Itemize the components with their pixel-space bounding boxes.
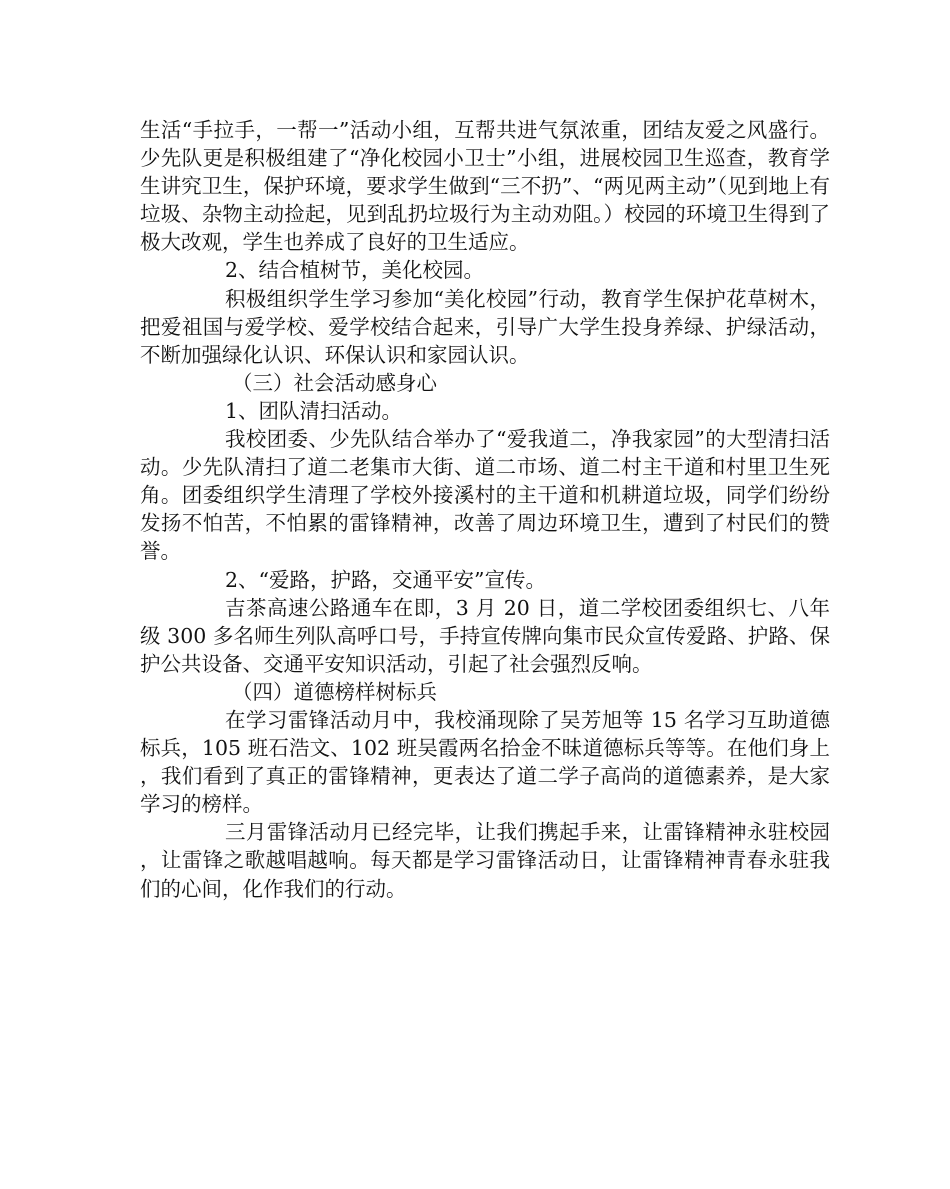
paragraph-beautify-campus: 积极组织学生学习参加“美化校园”行动，教育学生保护花草树木，把爱祖国与爱学校、爱学校结合起来，引导广大学生投身养绿、护绿活动，不断加强绿化认识、环保认识和家园认识。 xyxy=(140,286,830,367)
paragraph-cleanup-activity: 我校团委、少先队结合举办了“爱我道二，净我家园”的大型清扫活动。少先队清扫了道二老集市大街、道二市场、道二村主干道和村里卫生死角。团委组织学生清理了学校外接溪村的主干道和机耕道垃圾，同学们纷纷发扬不怕苦，不怕累的雷锋精神，改善了周边环境卫生，遭到了村民们的赞誉。 xyxy=(140,427,830,564)
document-body xyxy=(140,116,830,903)
item-arbor-day-heading: 2、结合植树节，美化校园。 xyxy=(225,258,485,283)
item-road-safety-heading: 2、“爱路，护路，交通平安”宣传。 xyxy=(225,567,547,592)
paragraph-hygiene-campaign: 生活“手拉手，一帮一”活动小组，互帮共进气氛浓重，团结友爱之风盛行。少先队更是积极组建了“净化校园小卫士”小组，进展校园卫生巡查，教育学生讲究卫生，保护环境，要求学生做到“三不扔”、“两见两主动”（见到地上有垃圾、杂物主动捡起，见到乱扔垃圾行为主动劝阻。）校园的环境卫生得到了极大改观，学生也养成了良好的卫生适应。 xyxy=(140,118,830,255)
paragraph-conclusion: 三月雷锋活动月已经完毕，让我们携起手来，让雷锋精神永驻校园，让雷锋之歌越唱越响。每天都是学习雷锋活动日，让雷锋精神青春永驻我们的心间，化作我们的行动。 xyxy=(140,820,830,901)
item-cleanup-heading: 1、团队清扫活动。 xyxy=(225,398,403,423)
section-heading-moral-models: （四）道德榜样树标兵 xyxy=(232,679,437,704)
paragraph-road-safety: 吉茶高速公路通车在即，3 月 20 日，道二学校团委组织七、八年级 300 多名师生列队高呼口号，手持宣传牌向集市民众宣传爱路、护路、保护公共设备、交通平安知识活动，引起了社会强烈反响。 xyxy=(140,595,830,676)
section-heading-social-activities: （三）社会活动感身心 xyxy=(232,370,437,395)
paragraph-moral-models: 在学习雷锋活动月中，我校涌现除了吴芳旭等 15 名学习互助道德标兵，105 班石浩文、102 班吴霞两名拾金不昧道德标兵等等。在他们身上，我们看到了真正的雷锋精神，更表达了道二学子高尚的道德素养，是大家学习的榜样。 xyxy=(140,707,830,817)
